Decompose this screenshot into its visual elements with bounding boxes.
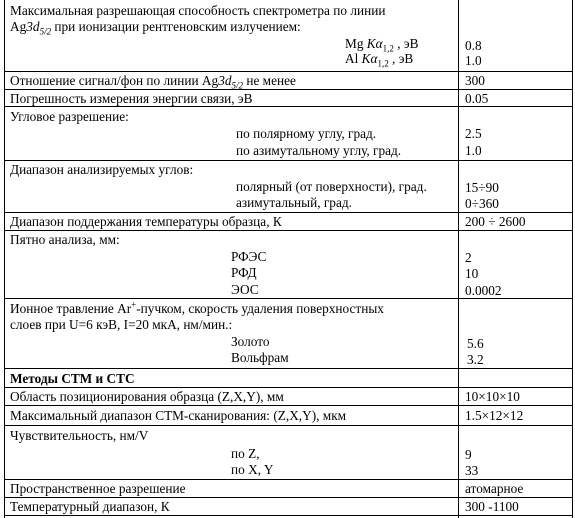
resolution-label: Максимальная разрешающая способность спектрометра по линии: [10, 3, 386, 18]
ion-etching-label: Ионное травление Ar+-пучком, скорость удаления поверхностных: [10, 299, 384, 316]
temperature-support-value: 200 ÷ 2600: [465, 214, 526, 229]
xps-label: РФЭС: [231, 249, 267, 264]
spatial-resolution-label: Пространственное разрешение: [10, 481, 186, 496]
row-divider: [4, 298, 573, 299]
spatial-resolution-value: атомарное: [465, 481, 524, 496]
positioning-range-value: 10×10×10: [465, 389, 520, 404]
scan-range-label: Максимальный диапазон СТМ-сканирования: (Z,X,Y), мкм: [10, 408, 347, 423]
tungsten-value: 3.2: [467, 352, 484, 367]
polar-range-label: полярный (от поверхности), град.: [236, 179, 427, 194]
polar-angle-value: 2.5: [465, 126, 482, 141]
row-divider: [4, 230, 573, 231]
azimuthal-angle-label: по азимутальному углу, град.: [236, 143, 402, 158]
tungsten-label: Вольфрам: [231, 350, 289, 365]
sensitivity-xy-value: 33: [465, 463, 479, 478]
azimuthal-range-value: 0÷360: [465, 196, 499, 211]
stm-section-heading: Методы СТМ и СТС: [10, 371, 135, 386]
column-divider: [458, 0, 459, 518]
row-divider: [4, 212, 573, 213]
row-divider: [4, 106, 573, 107]
energy-error-value: 0.05: [465, 91, 489, 106]
row-divider: [4, 479, 573, 480]
temperature-support-label: Диапазон поддержания температуры образца, К: [10, 214, 282, 229]
row-divider: [4, 160, 573, 161]
gold-value: 5.6: [467, 336, 484, 351]
mg-source-label: Mg $K\alpha_{1,2}$ , эВ: [345, 36, 419, 54]
ion-etching-label-line2: слоев при U=6 кэВ, I=20 мкА, нм/мин.:: [10, 317, 233, 332]
analysis-spot-title: Пятно анализа, мм:: [10, 232, 120, 247]
signal-noise-label: Отношение сигнал/фон по линии $Ag3d_{5/2}$ не менее: [10, 73, 296, 91]
sensitivity-title: Чувствительность, нм/V: [10, 428, 149, 443]
table-right-border: [572, 0, 573, 518]
temperature-range-label: Температурный диапазон, К: [10, 499, 170, 514]
al-value: 1.0: [465, 53, 482, 68]
row-divider: [4, 89, 573, 90]
azimuthal-range-label: азимутальный, град.: [236, 195, 352, 210]
aes-value: 0.0002: [465, 283, 502, 298]
row-divider: [4, 387, 573, 388]
row-divider: [4, 71, 573, 72]
azimuthal-angle-value: 1.0: [465, 143, 482, 158]
xpd-label: РФД: [231, 265, 257, 280]
table-bottom-border: [4, 515, 573, 516]
positioning-range-label: Область позиционирования образца (Z,X,Y), мм: [10, 389, 284, 404]
mg-value: 0.8: [465, 38, 482, 53]
signal-noise-value: 300: [465, 73, 485, 88]
polar-range-value: 15÷90: [465, 180, 499, 195]
angle-range-title: Диапазон анализируемых углов:: [10, 162, 194, 177]
aes-label: ЭОС: [231, 282, 259, 297]
row-divider: [4, 497, 573, 498]
sensitivity-xy-label: по X, Y: [231, 462, 274, 477]
row-divider: [4, 425, 573, 426]
xpd-value: 10: [465, 266, 479, 281]
row-divider: [4, 368, 573, 369]
row-divider: [4, 405, 573, 406]
energy-error-label: Погрешность измерения энергии связи, эВ: [10, 91, 253, 106]
polar-angle-label: по полярному углу, град.: [236, 126, 377, 141]
temperature-range-value: 300 -1100: [465, 499, 519, 514]
resolution-label-line2: $Ag3d_{5/2}$ при ионизации рентгеновским излучением:: [10, 19, 301, 37]
sensitivity-z-value: 9: [465, 447, 472, 462]
sensitivity-z-label: по Z,: [231, 446, 260, 461]
gold-label: Золото: [231, 334, 270, 349]
al-source-label: Al $K\alpha_{1,2}$ , эВ: [345, 51, 414, 69]
scan-range-value: 1.5×12×12: [465, 408, 524, 423]
table-left-border: [4, 0, 5, 518]
xps-value: 2: [465, 250, 472, 265]
angular-resolution-title: Угловое разрешение:: [10, 109, 129, 124]
